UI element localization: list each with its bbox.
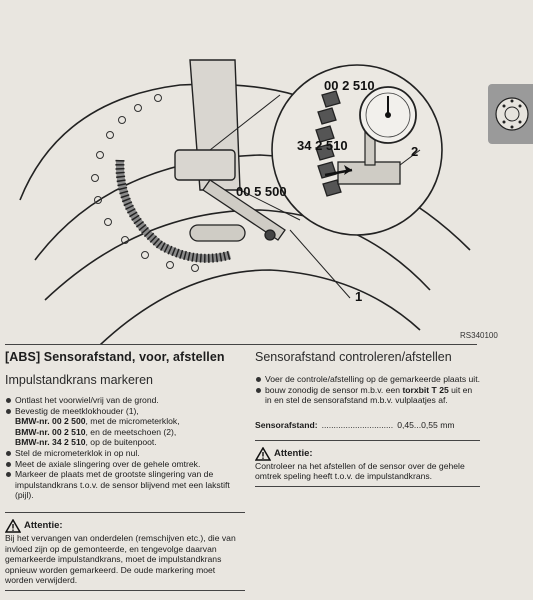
divider xyxy=(255,440,480,441)
figure-code: RS340100 xyxy=(460,331,498,340)
tool-line: BMW-nr. 00 2 510, en de meetschoen (2), xyxy=(15,426,177,437)
top-divider xyxy=(5,344,477,345)
marking-steps-continued xyxy=(5,448,245,501)
spec-row: Sensorafstand: .............................. 0,45...0,55 mm xyxy=(255,419,455,430)
brake-disc-holes xyxy=(92,95,199,272)
right-column xyxy=(255,350,480,487)
fork-leg xyxy=(175,60,240,190)
divider xyxy=(5,512,245,513)
tool-label-34-2-510: 34 2 510 xyxy=(297,138,348,153)
warning-heading: Attentie: xyxy=(255,447,480,461)
marking-steps xyxy=(5,395,245,416)
list-item: Voer de controle/afstelling op de gemarkeerde plaats uit. xyxy=(255,374,480,385)
list-item: Ontlast het voorwiel/vrij van de grond. xyxy=(5,395,245,406)
list-item: bouw zonodig de sensor m.b.v. een torxbit T 25 uit en in en stel de sensorafstand m.b.v. vulplaatjes af. xyxy=(255,385,480,406)
warning-heading: Attentie: xyxy=(5,519,245,533)
tool-label-00-2-510: 00 2 510 xyxy=(324,78,375,93)
subsection-title-controleren: Sensorafstand controleren/afstellen xyxy=(255,350,452,364)
callout-number-2: 2 xyxy=(411,144,419,159)
list-item: Markeer de plaats met de grootste slingering van de impulstandkrans t.o.v. de sensor blijvend met een lakstift (pijl). xyxy=(5,469,245,501)
adjust-steps xyxy=(255,374,480,406)
warning-text: Bij het vervangen van onderdelen (remschijven etc.), die van invloed zijn op de gemonteerde, en tengevolge daarvan gemarkeerde impulstandkrans, moet de impulstandkrans opnieuw worden gemarkeerd. De oude markering moet worden verwijderd. xyxy=(5,532,236,586)
brake-disc-icon xyxy=(488,84,533,144)
divider xyxy=(5,590,245,591)
tool-line: BMW-nr. 34 2 510, op de buitenpoot. xyxy=(15,437,157,448)
left-column xyxy=(5,350,245,591)
warning-triangle-icon xyxy=(255,447,271,461)
list-item: Stel de micrometerklok in op nul. xyxy=(5,448,245,459)
divider xyxy=(255,486,480,487)
warning-triangle-icon xyxy=(5,519,21,533)
section-title: [ABS] Sensorafstand, voor, afstellen xyxy=(5,350,225,364)
list-item: Meet de axiale slingering over de gehele omtrek. xyxy=(5,459,245,470)
tool-line: BMW-nr. 00 2 500, met de micrometerklok, xyxy=(15,416,180,427)
tool-label-00-5-500: 00 5 500 xyxy=(236,184,287,199)
callout-number-1: 1 xyxy=(355,289,363,304)
section-tab xyxy=(488,84,533,144)
warning-text: Controleer na het afstellen of de sensor over de gehele omtrek speling heeft t.o.v. de impulstandkrans. xyxy=(255,460,465,482)
list-item: Bevestig de meetklokhouder (1), xyxy=(5,406,245,417)
subsection-title-markeren: Impulstandkrans markeren xyxy=(5,373,153,387)
